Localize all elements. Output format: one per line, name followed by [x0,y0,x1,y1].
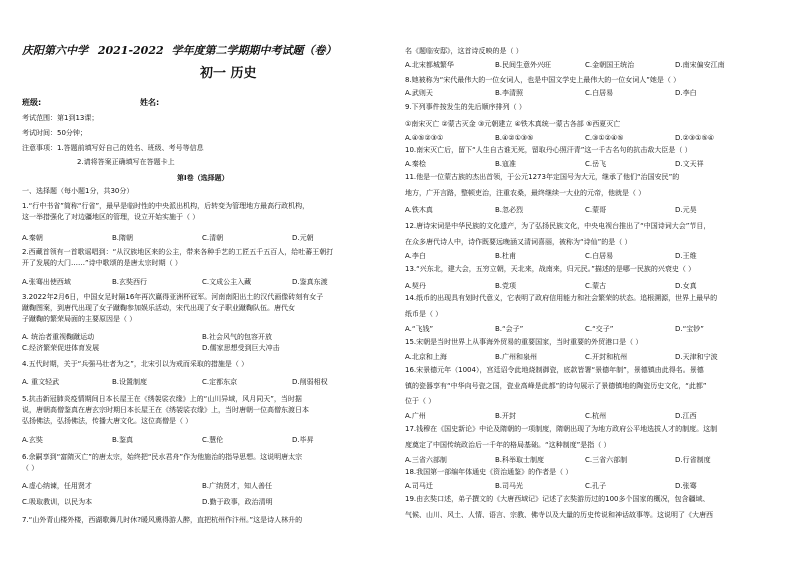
answer-option: A.④⑤②③① [405,134,444,142]
answer-option: C.白居易 [585,89,614,97]
answer-option: C.③①②④⑤ [585,134,624,142]
school-name: 庆阳第六中学 [22,44,88,57]
question-line: 名《题临安邸》，这首诗反映的是（ ） [405,47,523,55]
answer-option: A.张骞出使西域 [22,278,71,286]
answer-option: D.“宝钞” [675,325,704,333]
school-year: 2021-2022 [97,44,164,57]
question-line: 18.我国第一部编年体通史《资治通鉴》的作者是（ ） [405,468,573,476]
answer-option: C.经济繁荣促进体育发展 [22,344,100,352]
answer-option: D.勤于政事，政治清明 [202,498,273,506]
answer-option: B.党项 [495,282,517,290]
question-line: 纸币是（ ） [405,310,443,318]
question-line: 2.西藏首领有一首歌谣唱到：“从汉族地区来的公主，带来各种手艺的工匠五千五百人，给吐蕃王朝打 [22,248,334,256]
answer-option: D.李白 [675,89,697,97]
option-row [405,325,765,334]
answer-option: D.毕昇 [292,436,314,444]
answer-option: A.北京和上海 [405,353,447,361]
answer-option: B.广州和泉州 [495,353,538,361]
answer-option: C.蒙哥 [585,206,607,214]
option-row [405,61,765,70]
option-row [405,134,765,143]
answer-option: C.金朝国王统治 [585,61,635,69]
answer-option: C.三省六部制 [585,456,628,464]
answer-option: A.秦朝 [22,234,43,242]
option-row [22,498,382,507]
answer-option: B.开封 [495,412,517,420]
option-row [22,436,382,445]
question-line: 子蹴鞠的繁荣局面的主要原因是（ ） [22,315,137,323]
answer-option: B.忽必烈 [495,206,524,214]
answer-option: D.王维 [675,252,697,260]
answer-option: A.铁木真 [405,206,433,214]
answer-option: B.社会风气的包容开放 [202,333,273,341]
answer-option: A.“飞钱” [405,325,434,333]
answer-option: D.文天祥 [675,160,704,168]
section-header: 第Ⅰ卷（选择题） [177,174,229,182]
question-line: 14.纸币的出现具有划时代意义，它表明了政府信用能力和社会繁荣的状态。追根溯源，世界上最早的 [405,294,718,302]
class-label: 班级: [22,98,42,107]
option-row [22,344,382,353]
question-line: 15.宋朝是当时世界上从事海外贸易的重要国家，当时重要的外贸港口是（ ） [405,338,643,346]
answer-option: C.蒙古 [585,282,607,290]
question-line: ①南宋灭亡 ②蒙古灭金 ③元朝建立 ④铁木真统一蒙古各部 ⑤西夏灭亡 [405,120,621,128]
answer-option: D.南宋偏安江南 [675,61,725,69]
question-line: 气候、山川、风土、人情、语言、宗教、佛寺以及大量的历史传说和神话故事等。这说明了《大唐西 [405,511,713,519]
answer-option: B.司马光 [495,482,524,490]
answer-option: D.张骞 [675,482,697,490]
option-row [405,482,765,491]
exam-notice-1: 注意事项：1.答题前填写好自己的姓名、班级、考号等信息 [22,144,204,152]
answer-option: C.杭州 [585,412,607,420]
option-row [22,482,382,491]
question-line: 5.抗击新冠肺炎疫情期间日本长屋王在《绣袈裟衣缘》上的“山川异域，风月同天”，当时据 [22,395,302,403]
answer-option: D.②③①⑤④ [675,134,714,142]
answer-option: D.行省制度 [675,456,711,464]
question-line: 度奠定了中国传统政治后一千年的格局基础。“这种制度”是指（ ） [405,441,611,449]
answer-option: B.玄奘西行 [112,278,148,286]
exam-time: 考试时间：50分钟； [22,129,87,137]
answer-option: B.④②①③⑤ [495,134,534,142]
question-line: 蹴鞠图案，到唐代出现了女子蹴鞠参加娱乐活动，宋代出现了女子职业蹴鞠队伍。唐代女 [22,304,295,312]
answer-option: D.江西 [675,412,697,420]
answer-option: C.吸取教训，以民为本 [22,498,93,506]
answer-option: D.天津和宁波 [675,353,718,361]
answer-option: B.民间生意外兴旺 [495,61,552,69]
grade-subject: 初一 历史 [200,66,257,81]
option-row [22,278,382,287]
answer-option: A. 统治者重视鞠蹴运动 [22,333,95,341]
question-line: 3.2022年2月6日，中国女足时隔16年再次赢得亚洲杯冠军。河南南阳出土的汉代画像砖刻有女子 [22,293,324,301]
question-line: 8.她被称为“宋代最伟大的一位女词人，也是中国文学史上最伟大的一位女词人”她是（ ） [405,76,681,84]
question-line: 16.宋景德元年（1004），宫廷诏令此地烧制御瓷，底款皆署“景德年制”，景德镇由此得名。景德 [405,366,704,374]
question-line: 10.南宋灭亡后，留下“人生自古谁无死，留取丹心照汗青”这一千古名句的抗击敌大臣是（ ） [405,146,692,154]
answer-option: C.清朝 [202,234,224,242]
answer-option: C.白居易 [585,252,614,260]
question-line: 17.钱穆在《国史新论》中论及隋朝的一项制度，隋朝出现了为地方政府公平地选拔人才的制度。这制 [405,425,718,433]
answer-option: B.隋朝 [112,234,134,242]
question-line: 11.他是一位蒙古族的杰出首领，于公元1273年定国号为大元，继承了他们“治国安民”的 [405,173,680,181]
answer-option: D.元朝 [292,234,314,242]
answer-option: D.鉴真东渡 [292,278,328,286]
answer-option: A.广州 [405,412,426,420]
question-line: 12.唐诗宋词是中华民族的文化遗产，为了弘扬民族文化，中央电视台推出了“中国诗词大会”节目， [405,222,711,230]
question-line: 弘扬佛法，弘扬佛法，传播大唐文化。这位高僧是（ ） [22,417,193,425]
option-row [405,206,765,215]
answer-option: B.寇准 [495,160,517,168]
question-line: 4.五代时期，关于“兵强马壮者为之”，北宋引以为戒而采取的措施是（ ） [22,360,249,368]
exam-scope: 考试范围：第1到13课； [22,114,99,122]
answer-option: B.“会子” [495,325,524,333]
answer-option: B.李清照 [495,89,524,97]
answer-option: C.文成公主入藏 [202,278,252,286]
exam-school-title [22,42,336,58]
answer-option: D.儒家思想受到巨大冲击 [202,344,280,352]
option-row [22,333,382,342]
answer-option: B.杜甫 [495,252,517,260]
answer-option: A.李白 [405,252,426,260]
option-row [405,282,765,291]
answer-option: B.鉴真 [112,436,134,444]
question-line: 6.余嗣享到“富隋灭亡”的唐太宗，始终把“民水君舟”作为他施治的指导思想。这说明唐太宗 [22,453,303,461]
option-row [22,234,382,243]
option-row [405,456,765,465]
answer-option: C.开封和杭州 [585,353,628,361]
question-line: 位于（ ） [405,397,436,405]
option-row [405,160,765,169]
answer-option: A.三省六部制 [405,456,447,464]
question-line: 这一举措强化了对边疆地区的管理，设立开始实施于（ ） [22,213,200,221]
answer-option: C.岳飞 [585,160,607,168]
answer-option: A.司马迁 [405,482,433,490]
name-label: 姓名: [140,98,160,107]
option-row [405,412,765,421]
answer-option: A.北宋都城繁华 [405,61,454,69]
answer-option: D.削弱相权 [292,378,328,386]
answer-option: A.虚心纳谏，任用贤才 [22,482,92,490]
question-line: 在众多唐代诗人中，诗作既要远晚涵又清词喜丽，被称为“诗仙”的是（ ） [405,238,632,246]
answer-option: D.女真 [675,282,697,290]
exam-term-title: 学年度第二学期期中考试题（卷） [171,44,337,57]
option-row [405,252,765,261]
question-line: （ ） [22,464,39,472]
answer-option: A.武则天 [405,89,433,97]
question-line: 7.“山外青山楼外楼，西湖歌舞几时休?暖风熏得游人醉，直把杭州作汴州。”这是诗人林升的 [22,516,303,524]
answer-option: A. 重文轻武 [22,378,60,386]
exam-notice-2: 2.请将答案正确填写在答题卡上 [77,158,175,166]
question-line: 地方，广开言路，整顿吏治，注重农桑，最终继续一大业的元帝，他就是（ ） [405,189,646,197]
option-row [405,353,765,362]
answer-option: C.“交子” [585,325,614,333]
question-line: 说，唐朝高僧鉴真在唐玄宗时期日本长屋王在《绣袈裟衣缘》上，当时唐朝一位高僧东渡日本 [22,406,309,414]
answer-option: C.孔子 [585,482,607,490]
answer-option: C.慧伦 [202,436,224,444]
question-line: 13.“兴东北，建大会，五穷立朝，天北来，战南来，归元民。”描述的是哪一民族的兴衰史（ ） [405,265,696,273]
question-line: 镇的瓷器享有“中华向号瓷之国，瓷业高峰是此都”的诗句展示了景德镇地的陶瓷历史文化，“此都” [405,382,707,390]
question-line: 开了发展的大门……”诗中歌颂的是唐太宗时期（ ） [22,259,182,267]
question-line: 19.由玄奘口述，弟子撰文的《大唐西域记》记述了玄奘游历过的100多个国家的概况，包含疆域、 [405,495,710,503]
answer-option: A.契丹 [405,282,426,290]
answer-option: A.玄奘 [22,436,43,444]
answer-option: B.设置制度 [112,378,148,386]
question-line: 9.下列事件按发生的先后顺序排列（ ） [405,103,526,111]
answer-option: B.科举取士制度 [495,456,545,464]
section-one-title: 一、选择题（每小题1分，共30分） [22,187,134,195]
answer-option: D.元昊 [675,206,697,214]
option-row [22,378,382,387]
question-line: 1.“行中书省”简称“行省”，最早是临时性的中央派出机构，后转变为管理地方最高行政机构， [22,202,310,210]
answer-option: A.秦桧 [405,160,426,168]
answer-option: C.定都东京 [202,378,238,386]
answer-option: B.广纳贤才，知人善任 [202,482,273,490]
option-row [405,89,765,98]
